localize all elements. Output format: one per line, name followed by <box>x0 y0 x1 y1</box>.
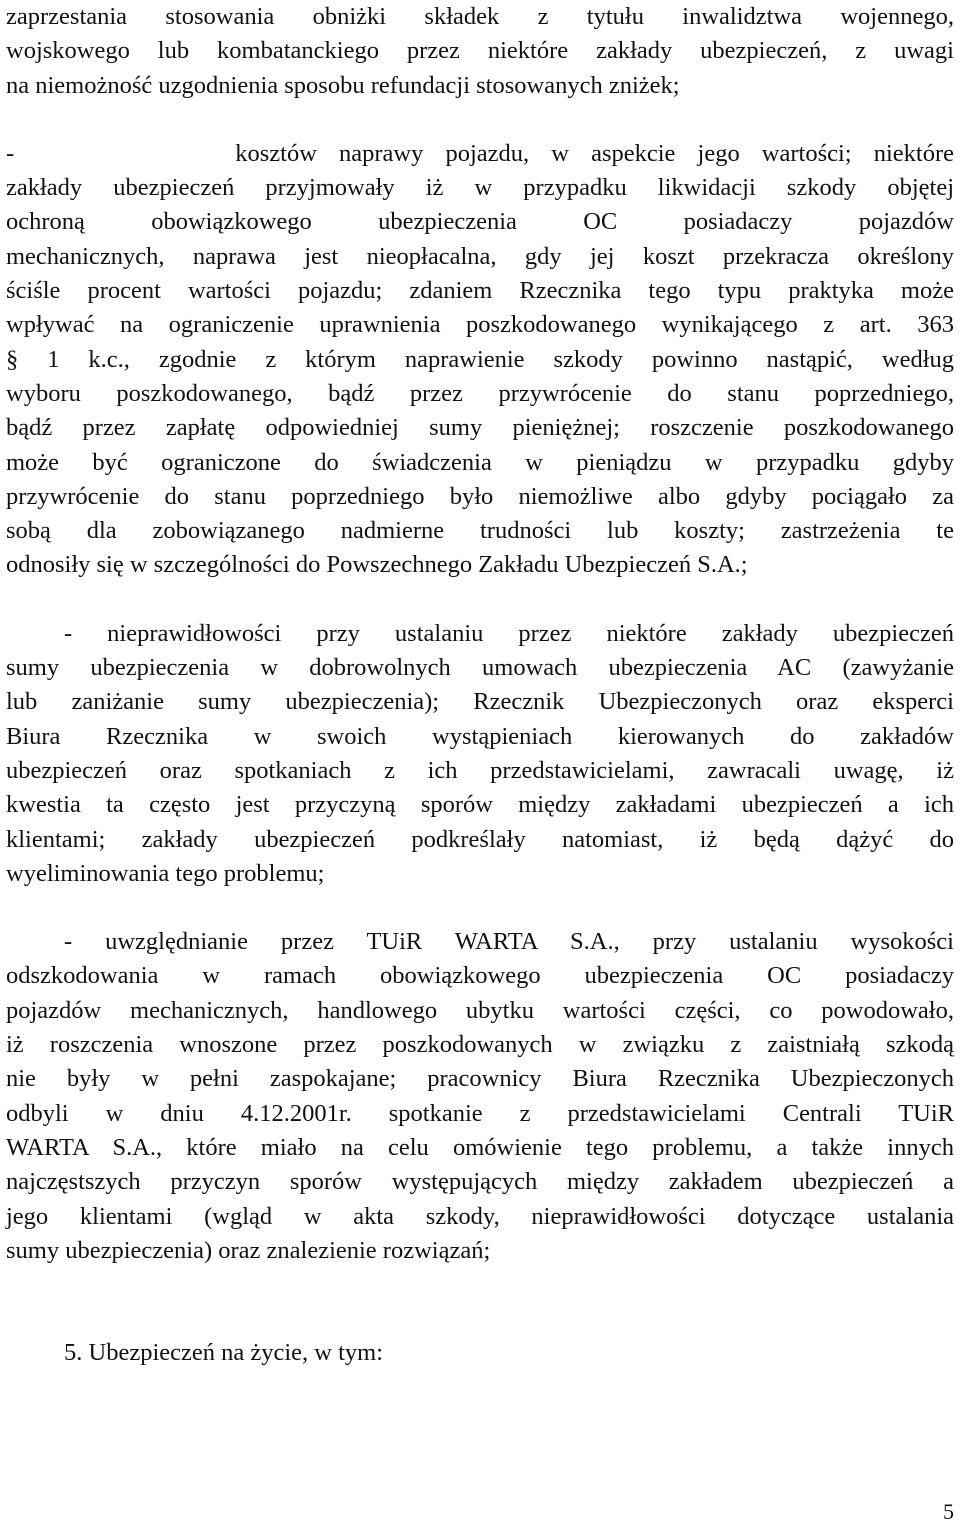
text-line: zakłady ubezpieczeń przyjmowały iż w przypadku likwidacji szkody objętej <box>6 174 954 202</box>
paragraph-disability-discount <box>6 0 954 103</box>
text-line: zaprzestania stosowania obniżki składek z tytułu inwalidztwa wojennego, <box>6 3 954 30</box>
text-line: odszkodowania w ramach obowiązkowego ubezpieczenia OC posiadaczy <box>6 962 954 990</box>
text-line: sumy ubezpieczenia w dobrowolnych umowach ubezpieczenia AC (zawyżanie <box>6 654 954 682</box>
text-line: § 1 k.c., zgodnie z którym naprawienie szkody powinno nastąpić, według <box>6 345 954 373</box>
text-line: nie były w pełni zaspokajane; pracownicy Biura Rzecznika Ubezpieczonych <box>6 1065 954 1093</box>
text-line: Biura Rzecznika w swoich wystąpieniach kierowanych do zakładów <box>6 722 954 750</box>
text-line: ochroną obowiązkowego ubezpieczenia OC posiadaczy pojazdów <box>6 208 954 236</box>
text-line: WARTA S.A., które miało na celu omówienie tego problemu, a także innych <box>6 1133 954 1161</box>
document-page <box>6 0 954 1370</box>
paragraph-spacer <box>6 891 954 925</box>
text-line: wyeliminowania tego problemu; <box>6 859 325 887</box>
text-line: może być ograniczone do świadczenia w pieniądzu w przypadku gdyby <box>6 448 954 476</box>
text-line: wpływać na ograniczenie uprawnienia poszkodowanego wynikającego z art. 363 <box>6 311 954 339</box>
text-line: wyboru poszkodowanego, bądź przez przywrócenie do stanu poprzedniego, <box>6 379 954 407</box>
text-line: bądź przez zapłatę odpowiedniej sumy pieniężnej; roszczenie poszkodowanego <box>6 414 954 442</box>
text-line: klientami; zakłady ubezpieczeń podkreślały natomiast, iż będą dążyć do <box>6 825 954 853</box>
page-number: 5 <box>943 1499 954 1524</box>
text-line: - kosztów naprawy pojazdu, w aspekcie jego wartości; niektóre <box>6 139 954 167</box>
text-line: sumy ubezpieczenia) oraz znalezienie rozwiązań; <box>6 1236 491 1264</box>
text-line: odnosiły się w szczególności do Powszechnego Zakładu Ubezpieczeń S.A.; <box>6 551 748 579</box>
text-line: - uwzględnianie przez TUiR WARTA S.A., przy ustalaniu wysokości <box>64 928 954 956</box>
text-line: pojazdów mechanicznych, handlowego ubytku wartości części, co powodowało, <box>6 996 954 1024</box>
text-line: iż roszczenia wnoszone przez poszkodowanych w związku z zaistniałą szkodą <box>6 1031 954 1059</box>
text-line: wojskowego lub kombatanckiego przez niektóre zakłady ubezpieczeń, z uwagi <box>6 37 954 65</box>
paragraph-sum-insured-irregularities <box>6 617 954 891</box>
paragraph-spacer <box>6 583 954 617</box>
text-line: - nieprawidłowości przy ustalaniu przez niektóre zakłady ubezpieczeń <box>64 619 954 647</box>
paragraph-spacer <box>6 103 954 137</box>
text-line: lub zaniżanie sumy ubezpieczenia); Rzecznik Ubezpieczonych oraz eksperci <box>6 688 954 716</box>
text-line: jego klientami (wgląd w akta szkody, nieprawidłowości dotyczące ustalania <box>6 1202 954 1230</box>
text-line: ściśle procent wartości pojazdu; zdaniem Rzecznika tego typu praktyka może <box>6 277 954 305</box>
text-line: na niemożność uzgodnienia sposobu refundacji stosowanych zniżek; <box>6 71 680 99</box>
paragraph-warta-depreciation <box>6 925 954 1268</box>
text-line: przywrócenie do stanu poprzedniego było niemożliwe albo gdyby pociągało za <box>6 482 954 510</box>
text-line: odbyli w dniu 4.12.2001r. spotkanie z przedstawicielami Centrali TUiR <box>6 1099 954 1127</box>
text-line: kwestia ta często jest przyczyną sporów między zakładami ubezpieczeń a ich <box>6 791 954 819</box>
text-line: mechanicznych, naprawa jest nieopłacalna, gdy jej koszt przekracza określony <box>6 242 954 270</box>
section-heading: 5. Ubezpieczeń na życie, w tym: <box>64 1339 384 1367</box>
paragraph-spacer <box>6 1268 954 1336</box>
paragraph-vehicle-repair-costs <box>6 137 954 583</box>
text-line: najczęstszych przyczyn sporów występujących między zakładem ubezpieczeń a <box>6 1168 954 1196</box>
text-line: ubezpieczeń oraz spotkaniach z ich przedstawicielami, zawracali uwagę, iż <box>6 756 954 784</box>
text-line: sobą dla zobowiązanego nadmierne trudności lub koszty; zastrzeżenia te <box>6 517 954 545</box>
